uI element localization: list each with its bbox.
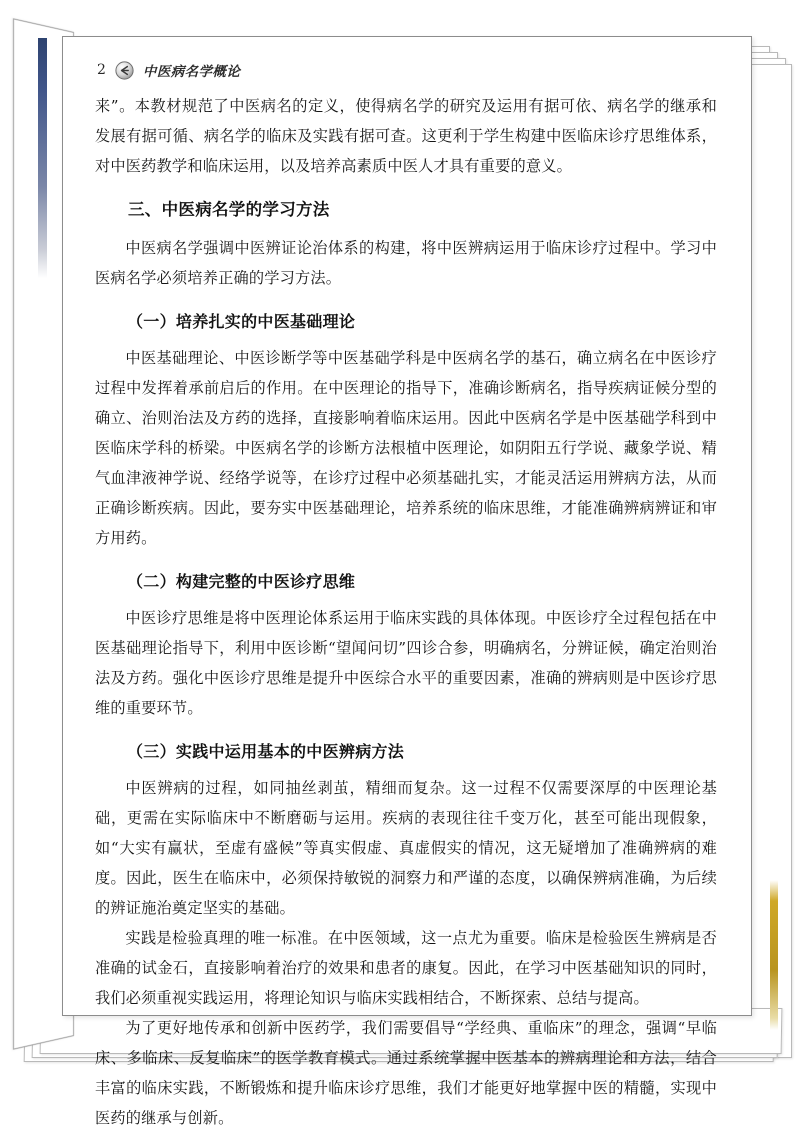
current-page bbox=[62, 36, 752, 1127]
book-spine-strip bbox=[38, 38, 47, 278]
chapter-title: 中医病名学概论 bbox=[142, 64, 241, 80]
section-heading-3: 三、中医病名学的学习方法 bbox=[128, 200, 330, 219]
subsection-heading-3: （三）实践中运用基本的中医辨病方法 bbox=[127, 742, 405, 761]
paragraph-subsection-3-body-2: 实践是检验真理的唯一标准。在中医领域，这一点尤为重要。临床是检验医生辨病是否准确的试金石，直接影响着治疗的效果和患者的康复。因此，在学习中医基础知识的同时，我们必须重视实践运用，将理论知识与临床实践相结合，不断探索、总结与提高。 bbox=[95, 929, 717, 1007]
subsection-heading-1: （一）培养扎实的中医基础理论 bbox=[127, 312, 356, 331]
paragraph-subsection-3-body-1: 中医辨病的过程，如同抽丝剥茧，精细而复杂。这一过程不仅需要深厚的中医理论基础，更需在实际临床中不断磨砺与运用。疾病的表现往往千变万化，甚至可能出现假象，如“大实有赢状，至虚有盛候”等真实假虚、真虚假实的情况，这无疑增加了准确辨病的难度。因此，医生在临床中，必须保持敏锐的洞察力和严谨的态度，以确保辨病准确，为后续的辨证施治奠定坚实的基础。 bbox=[95, 779, 717, 917]
paragraph-continuation: 来”。本教材规范了中医病名的定义，使得病名学的研究及运用有据可依、病名学的继承和发展有据可循、病名学的临床及实践有据可查。这更利于学生构建中医临床诊疗思维体系，对中医药教学和临床运用，以及培养高素质中医人才具有重要的意义。 bbox=[95, 97, 717, 175]
paragraph-subsection-2-body: 中医诊疗思维是将中医理论体系运用于临床实践的具体体现。中医诊疗全过程包括在中医基础理论指导下，利用中医诊断“望闻问切”四诊合参，明确病名，分辨证候，确定治则治法及方药。强化中医诊疗思维是提升中医综合水平的重要因素，准确的辨病则是中医诊疗思维的重要环节。 bbox=[95, 609, 717, 717]
page-number: 2 bbox=[97, 62, 106, 78]
paragraph-section-intro: 中医病名学强调中医辨证论治体系的构建，将中医辨病运用于临床诊疗过程中。学习中医病名学必须培养正确的学习方法。 bbox=[95, 239, 717, 287]
page-body bbox=[91, 91, 721, 1133]
subsection-heading-2: （二）构建完整的中医诊疗思维 bbox=[127, 572, 356, 591]
running-head bbox=[91, 55, 721, 85]
gold-foil-edge-strip bbox=[770, 880, 778, 1030]
circle-left-arrow-icon bbox=[115, 61, 134, 80]
paragraph-subsection-3-body-3: 为了更好地传承和创新中医药学，我们需要倡导“学经典、重临床”的理念，强调“早临床、多临床、反复临床”的医学教育模式。通过系统掌握中医基本的辨病理论和方法，结合丰富的临床实践，不断锻炼和提升临床诊疗思维，我们才能更好地掌握中医的精髓，实现中医药的继承与创新。 bbox=[95, 1019, 717, 1127]
paragraph-subsection-1-body: 中医基础理论、中医诊断学等中医基础学科是中医病名学的基石，确立病名在中医诊疗过程中发挥着承前启后的作用。在中医理论的指导下，准确诊断病名，指导疾病证候分型的确立、治则治法及方药的选择，直接影响着临床运用。因此中医病名学是中医基础学科到中医临床学科的桥梁。中医病名学的诊断方法根植中医理论，如阴阳五行学说、藏象学说、精气血津液神学说、经络学说等，在诊疗过程中必须基础扎实，才能灵活运用辨病方法，从而正确诊断疾病。因此，要夯实中医基础理论，培养系统的临床思维，才能准确辨病辨证和审方用药。 bbox=[95, 349, 717, 547]
